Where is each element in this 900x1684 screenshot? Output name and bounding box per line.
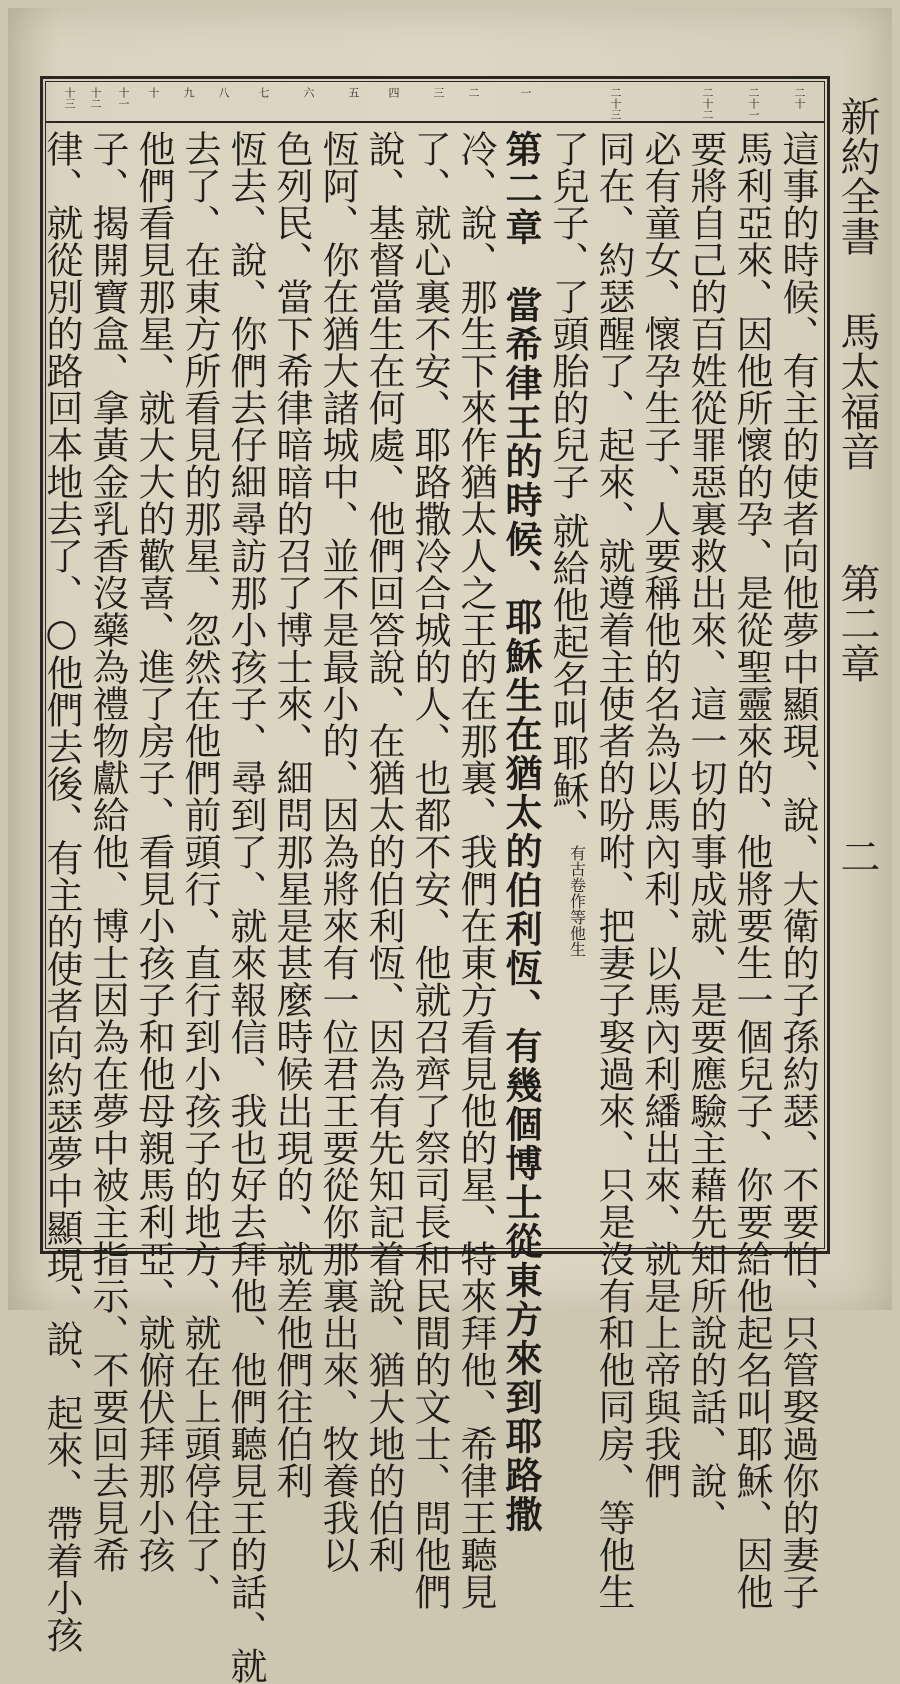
verse-number: 二十三	[609, 87, 622, 120]
verse-number-strip	[45, 81, 825, 123]
verse-number: 十一	[117, 87, 130, 109]
text-column: 說、基督當生在何處、他們回答說、在猶太的伯利恆、因為有先知記着說、猶大地的伯利	[362, 130, 405, 1573]
verse-number: 二十一	[747, 87, 760, 120]
text-column: 這事的時候、有主的使者向他夢中顯現、說、大衛的子孫約瑟、不要怕、只管娶過你的妻子	[776, 130, 819, 1610]
verse-number: 十	[147, 87, 160, 98]
verse-number: 十三	[63, 87, 76, 109]
verse-number: 一	[519, 87, 532, 98]
text-column: 去了、在東方所看見的那星、忽然在他們前頭行、直行到小孩子的地方、就在上頭停住了、	[178, 130, 221, 1610]
chapter-heading-column: 第二章 當希律王的時候、耶穌生在猶太的伯利恆、有幾個博士從東方來到耶路撒	[499, 130, 543, 1534]
text-column: 子、揭開寶盒、拿黃金乳香沒藥為禮物獻給他、博士因為在夢中被主指示、不要回去見希	[86, 130, 129, 1573]
verse-number: 二十	[793, 87, 806, 109]
verse-number: 九	[182, 87, 195, 98]
text-column: 恆去、說、你們去仔細尋訪那小孩子、尋到了、就來報信、我也好去拜他、他們聽見王的話、就	[224, 130, 267, 1684]
text-column: 了、就心裏不安、耶路撒冷合城的人、也都不安、他就召齊了祭司長和民間的文士、問他們	[408, 130, 451, 1610]
verse-number: 四	[387, 87, 400, 98]
text-column: 色列民、當下希律暗暗的召了博士來、細問那星是甚麼時候出現的、就差他們往伯利	[270, 130, 313, 1499]
verse-number: 八	[217, 87, 230, 98]
text-column	[544, 130, 590, 1242]
marginal-note: 有古卷作等他生	[567, 844, 587, 957]
text-column: 馬利亞來、因他所懷的孕、是從聖靈來的、他將要生一個兒子、你要給他起名叫耶穌、因他	[730, 130, 773, 1610]
text-column: 要將自己的百姓從罪惡裏救出來、這一切的事成就、是要應驗主藉先知所說的話、說、	[684, 130, 727, 1536]
text-column: 冷、說、那生下來作猶太人之王的在那裏、我們在東方看見他的星、特來拜他、希律王聽見	[454, 130, 497, 1610]
gospel-title: 馬太福音	[834, 310, 880, 471]
verse-number: 五	[347, 87, 360, 98]
scripture-text	[40, 130, 820, 1684]
page-number: 二	[834, 836, 880, 877]
text-column: 他們看見那星、就大大的歡喜、進了房子、看見小孩子和他母親馬利亞、就俯伏拜那小孩	[132, 130, 175, 1573]
verse-number: 十二	[89, 87, 102, 109]
text-column: 恆阿、你在猶大諸城中、並不是最小的、因為將來有一位君王要從你那裏出來、牧養我以	[316, 130, 359, 1573]
text-column: 同在、約瑟醒了、起來、就遵着主使者的吩咐、把妻子娶過來、只是沒有和他同房、等他生	[592, 130, 635, 1610]
text-column: 必有童女、懷孕生子、人要稱他的名為以馬內利、以馬內利繙出來、就是上帝與我們	[638, 130, 681, 1499]
verse-number: 七	[257, 87, 270, 98]
book-title: 新約全書	[834, 96, 880, 256]
text-column-main: 了兒子、了頭胎的兒子 就給他起名叫耶穌、	[546, 130, 589, 845]
verse-number: 二十二	[701, 87, 714, 120]
text-column: 律、就從別的路回本地去了、○他們去後、有主的使者向約瑟夢中顯現、說、起來、帶着小孩	[40, 130, 83, 1653]
running-header	[834, 96, 880, 1256]
verse-number: 二	[467, 87, 480, 98]
chapter-label: 第二章	[834, 563, 880, 684]
verse-number: 六	[302, 87, 315, 98]
verse-number: 三	[432, 87, 445, 98]
